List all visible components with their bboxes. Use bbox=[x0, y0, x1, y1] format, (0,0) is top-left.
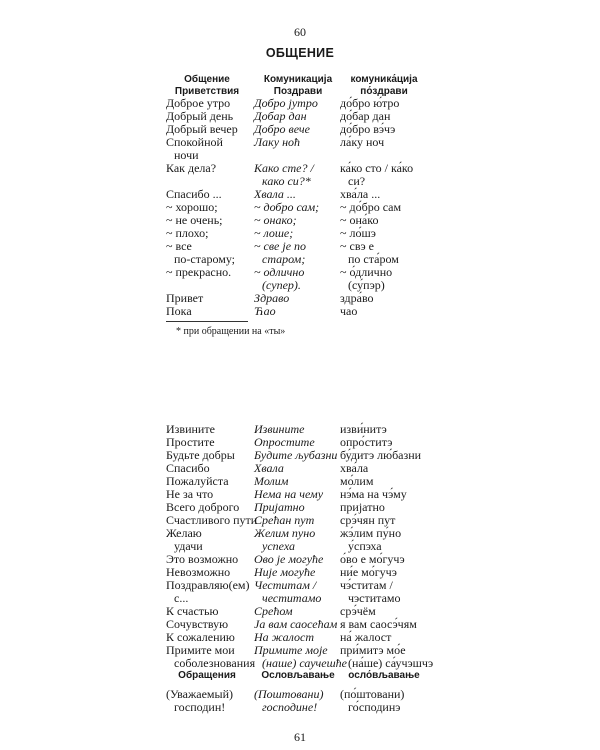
cell-line: ~ о́длично bbox=[340, 265, 393, 279]
cell-ru: ~ не очень; bbox=[166, 213, 223, 227]
phrases-table bbox=[0, 423, 600, 670]
cell-ru: К сожалению bbox=[166, 630, 235, 644]
cell-line: честитамо bbox=[262, 591, 322, 605]
cell-line: у́спэха bbox=[348, 539, 382, 553]
cell-tr: ~ до́бро сам bbox=[340, 200, 402, 214]
cell-ru: ~ прекрасно. bbox=[166, 265, 232, 279]
cell-tr: срэ́чян пут bbox=[340, 513, 396, 527]
table-row bbox=[0, 527, 600, 553]
cell-tr: пријатно bbox=[340, 500, 385, 514]
cell-sr: ~ лоше; bbox=[254, 226, 294, 240]
cell-sr bbox=[254, 266, 304, 292]
cell-tr: ла́ку ноч bbox=[340, 135, 385, 149]
cell-line: ~ все bbox=[166, 239, 192, 253]
cell-line: (Поштовани) bbox=[254, 687, 324, 701]
cell-tr: я вам саосэ́чям bbox=[340, 617, 417, 631]
cell-ru: Спасибо bbox=[166, 461, 210, 475]
table-row bbox=[0, 123, 600, 136]
cell-ru: Всего доброго bbox=[166, 500, 240, 514]
cell-line: ка́ко сто / ка́ко bbox=[340, 161, 414, 175]
cell-ru: Будьте добры bbox=[166, 448, 235, 462]
cell-tr bbox=[340, 162, 413, 188]
cell-sr: Хвала bbox=[254, 461, 284, 475]
cell-ru bbox=[166, 136, 223, 162]
cell-sr: Ово је могуће bbox=[254, 552, 324, 566]
cell-line: с... bbox=[174, 591, 189, 605]
cell-sr bbox=[254, 162, 314, 188]
cell-tr bbox=[340, 688, 404, 714]
cell-line: господине! bbox=[262, 700, 318, 714]
cell-line: го́сподинэ bbox=[348, 700, 401, 714]
cell-ru bbox=[166, 688, 233, 714]
table-row bbox=[0, 688, 600, 714]
cell-line: ~ свэ е bbox=[340, 239, 374, 253]
cell-tr: хва́ла ... bbox=[340, 187, 381, 201]
cell-ru bbox=[166, 579, 250, 605]
table-row bbox=[0, 266, 600, 292]
cell-ru: Простите bbox=[166, 435, 215, 449]
cell-sr bbox=[254, 688, 323, 714]
table-row bbox=[0, 292, 600, 305]
cell-sr: Здраво bbox=[254, 291, 290, 305]
cell-ru: Добрый вечер bbox=[166, 122, 238, 136]
cell-tr: до́бар дан bbox=[340, 109, 391, 123]
table-row bbox=[0, 214, 600, 227]
cell-ru bbox=[166, 527, 203, 553]
cell-line: старом; bbox=[262, 252, 306, 266]
cell-tr: срэ́чём bbox=[340, 604, 376, 618]
cell-sr: ~ добро сам; bbox=[254, 200, 320, 214]
cell-tr bbox=[340, 644, 433, 670]
table-row bbox=[0, 579, 600, 605]
cell-sr: Лаку ноћ bbox=[254, 135, 301, 149]
table-row bbox=[0, 449, 600, 462]
cell-sr: Добар дан bbox=[254, 109, 307, 123]
cell-tr: ни́е мо́гучэ bbox=[340, 565, 397, 579]
cell-line: како си?* bbox=[262, 174, 311, 188]
cell-tr: бу́дитэ лю́базни bbox=[340, 448, 422, 462]
cell-line: успеха bbox=[262, 539, 295, 553]
cell-ru: Пожалуйста bbox=[166, 474, 229, 488]
cell-line: Честитам / bbox=[254, 578, 317, 592]
cell-line: Како сте? / bbox=[254, 161, 314, 175]
cell-sr: Није могуће bbox=[254, 565, 316, 579]
cell-sr: Хвала ... bbox=[254, 187, 296, 201]
table-row bbox=[0, 462, 600, 475]
cell-sr bbox=[254, 240, 306, 266]
cell-line: ~ одлично bbox=[254, 265, 305, 279]
cell-line: чэ́ститам / bbox=[340, 578, 393, 592]
table-row bbox=[0, 305, 600, 318]
cell-tr: чао bbox=[340, 304, 358, 318]
cell-sr bbox=[254, 579, 321, 605]
cell-line: (наше) саучешће bbox=[262, 656, 347, 670]
cell-sr: Опростите bbox=[254, 435, 315, 449]
cell-line: чэститамо bbox=[348, 591, 401, 605]
cell-ru: Доброе утро bbox=[166, 96, 231, 110]
cell-ru: Невозможно bbox=[166, 565, 231, 579]
cell-line: жэ́лим пу́но bbox=[340, 526, 402, 540]
cell-line: (су́пэр) bbox=[348, 278, 385, 292]
cell-ru: Добрый день bbox=[166, 109, 234, 123]
cell-sr: Пријатно bbox=[254, 500, 305, 514]
cell-ru: К счастью bbox=[166, 604, 219, 618]
cell-tr: опро́ститэ bbox=[340, 435, 393, 449]
table-row bbox=[0, 162, 600, 188]
cell-sr: Срећан пут bbox=[254, 513, 315, 527]
cell-sr: Извините bbox=[254, 422, 305, 436]
cell-tr: ~ она́ко bbox=[340, 213, 379, 227]
cell-line: Поздравляю(ем) bbox=[166, 578, 250, 592]
cell-line: Примите мои bbox=[166, 643, 235, 657]
cell-tr: ~ ло́шэ bbox=[340, 226, 376, 240]
cell-ru: Привет bbox=[166, 291, 204, 305]
cell-sr: Ћао bbox=[254, 304, 276, 318]
cell-line: (по́штовани) bbox=[340, 687, 405, 701]
cell-ru: Сочувствую bbox=[166, 617, 229, 631]
cell-sr bbox=[254, 644, 347, 670]
cell-tr: здра́во bbox=[340, 291, 374, 305]
cell-sr: Молим bbox=[254, 474, 289, 488]
page-number-bottom: 61 bbox=[294, 730, 306, 744]
cell-tr: нэ́ма на чэ́му bbox=[340, 487, 407, 501]
cell-ru: Как дела? bbox=[166, 161, 217, 175]
address-table bbox=[0, 688, 600, 714]
cell-line: (на́ше) са́учэшчэ bbox=[348, 656, 434, 670]
cell-line: си? bbox=[348, 174, 366, 188]
cell-tr bbox=[340, 579, 401, 605]
cell-ru: ~ плохо; bbox=[166, 226, 209, 240]
table-row bbox=[0, 136, 600, 162]
cell-line: при́митэ мо́е bbox=[340, 643, 406, 657]
cell-ru bbox=[166, 240, 235, 266]
cell-line: по-старому; bbox=[174, 252, 236, 266]
page-title: ОБЩЕНИЕ bbox=[265, 46, 335, 60]
cell-sr: Будите љубазни bbox=[254, 448, 338, 462]
cell-ru bbox=[166, 644, 255, 670]
cell-line: ~ све је по bbox=[254, 239, 307, 253]
cell-ru: Счастливого пути bbox=[166, 513, 258, 527]
cell-tr bbox=[340, 240, 399, 266]
table-row bbox=[0, 201, 600, 214]
cell-line: Желим пуно bbox=[254, 526, 316, 540]
cell-line: удачи bbox=[174, 539, 203, 553]
cell-sr: Нема на чему bbox=[254, 487, 324, 501]
cell-tr: о́во е мо́гучэ bbox=[340, 552, 405, 566]
cell-ru: Это возможно bbox=[166, 552, 239, 566]
footnote-divider bbox=[166, 321, 248, 322]
header2-transcription: осло́вљавање bbox=[348, 670, 420, 681]
cell-line: Спокойной bbox=[166, 135, 223, 149]
page-number-top: 60 bbox=[294, 25, 306, 39]
cell-tr: до́бро ю́тро bbox=[340, 96, 400, 110]
cell-sr: ~ онако; bbox=[254, 213, 297, 227]
cell-ru: Не за что bbox=[166, 487, 214, 501]
cell-tr: до́бро вэ́чэ bbox=[340, 122, 396, 136]
cell-line: Примите моје bbox=[254, 643, 328, 657]
cell-line: ночи bbox=[174, 148, 199, 162]
footnote: * при обращении на «ты» bbox=[176, 326, 286, 337]
header-transcription: комуника́ција по́здрави bbox=[350, 74, 418, 97]
cell-ru: Спасибо ... bbox=[166, 187, 222, 201]
header2-russian: Обращения bbox=[178, 670, 236, 681]
cell-tr bbox=[340, 266, 392, 292]
cell-sr bbox=[254, 527, 315, 553]
header2-serbian: Ословљавање bbox=[261, 670, 335, 681]
cell-tr: хва́ла bbox=[340, 461, 369, 475]
table-row bbox=[0, 644, 600, 670]
cell-ru: ~ хорошо; bbox=[166, 200, 218, 214]
header-serbian: Комуникација Поздрави bbox=[263, 74, 333, 97]
greetings-table bbox=[0, 97, 600, 318]
cell-line: по ста́ром bbox=[348, 252, 399, 266]
cell-sr: Добро јутро bbox=[254, 96, 318, 110]
cell-ru: Извините bbox=[166, 422, 215, 436]
cell-line: (супер). bbox=[262, 278, 301, 292]
cell-line: господин! bbox=[174, 700, 226, 714]
cell-tr bbox=[340, 527, 401, 553]
cell-tr: мо́лим bbox=[340, 474, 374, 488]
cell-sr: Добро вече bbox=[254, 122, 310, 136]
cell-ru: Пока bbox=[166, 304, 192, 318]
cell-tr: на́ жалост bbox=[340, 630, 392, 644]
cell-sr: Ја вам саосећам bbox=[254, 617, 338, 631]
cell-line: Желаю bbox=[166, 526, 202, 540]
cell-line: (Уважаемый) bbox=[166, 687, 233, 701]
header-russian: Общение Приветствия bbox=[174, 74, 240, 97]
table-row bbox=[0, 240, 600, 266]
cell-sr: На жалост bbox=[254, 630, 315, 644]
cell-tr: изви́нитэ bbox=[340, 422, 387, 436]
cell-line: соболезнования bbox=[174, 656, 256, 670]
cell-sr: Срећом bbox=[254, 604, 293, 618]
